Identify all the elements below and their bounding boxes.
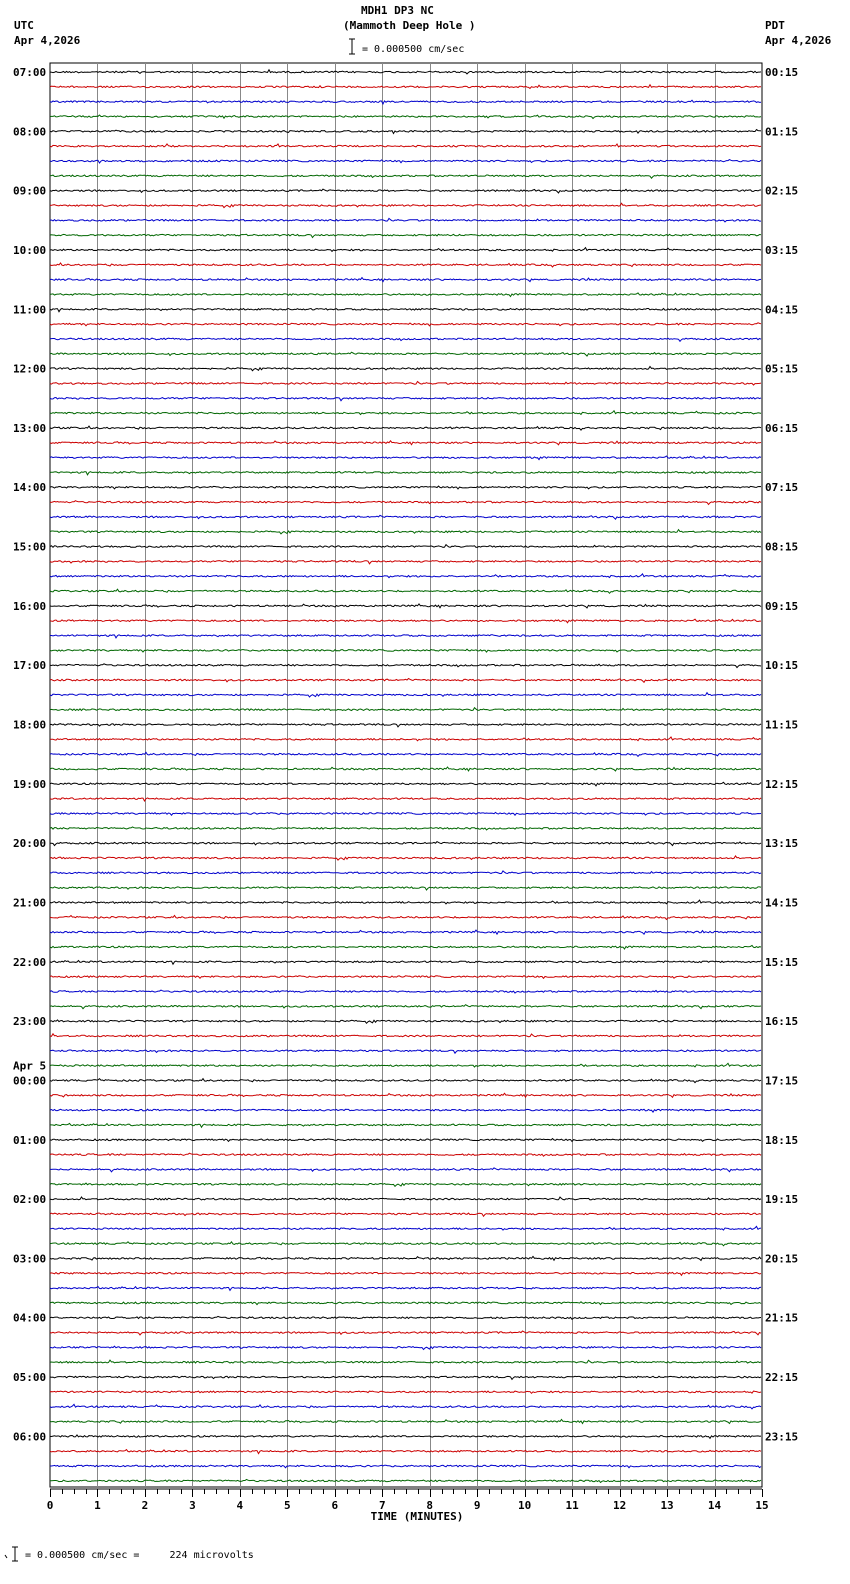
trace-row xyxy=(50,724,761,727)
trace-row xyxy=(50,175,761,178)
trace-row xyxy=(50,1093,761,1097)
trace-row xyxy=(50,945,761,949)
trace-row xyxy=(50,737,761,741)
trace-row xyxy=(50,278,761,282)
pdt-hour-label: 20:15 xyxy=(765,1252,799,1266)
pdt-hour-label: 04:15 xyxy=(765,303,799,317)
pdt-hour-label: 02:15 xyxy=(765,184,799,198)
trace-row xyxy=(50,767,761,771)
trace-row xyxy=(50,1079,761,1083)
utc-hour-label: 07:00 xyxy=(13,66,47,79)
utc-hour-label: 08:00 xyxy=(13,125,47,139)
trace-row xyxy=(50,545,761,548)
utc-hour-label: 14:00 xyxy=(13,481,47,495)
trace-row xyxy=(50,515,761,519)
pdt-hour-label: 06:15 xyxy=(765,421,799,435)
trace-row xyxy=(50,842,761,846)
pdt-hour-label: 13:15 xyxy=(765,837,799,851)
trace-row xyxy=(50,961,761,965)
trace-row xyxy=(50,501,761,505)
trace-row xyxy=(50,1213,761,1216)
trace-row xyxy=(50,1331,761,1335)
trace-row xyxy=(50,1302,761,1305)
x-tick-label: 8 xyxy=(426,1499,434,1512)
utc-hour-label: 09:00 xyxy=(13,184,47,198)
trace-row xyxy=(50,398,761,401)
trace-row xyxy=(50,589,761,593)
pdt-hour-label: 10:15 xyxy=(765,659,799,673)
x-tick-label: 15 xyxy=(755,1499,769,1512)
utc-hour-label: 23:00 xyxy=(13,1015,47,1029)
trace-row xyxy=(50,85,761,89)
utc-hour-label: 04:00 xyxy=(13,1311,47,1325)
x-tick-label: 12 xyxy=(612,1499,627,1512)
trace-row xyxy=(50,1020,761,1023)
x-tick-label: 9 xyxy=(473,1499,481,1512)
trace-row xyxy=(50,1376,761,1379)
utc-hour-label: 12:00 xyxy=(13,362,47,376)
trace-row xyxy=(50,561,761,564)
x-tick-label: 14 xyxy=(707,1499,722,1512)
trace-row xyxy=(50,887,761,890)
trace-row xyxy=(50,1420,761,1424)
x-axis xyxy=(47,1489,769,1523)
seismic-traces xyxy=(50,70,761,1483)
trace-row xyxy=(50,574,761,578)
trace-row xyxy=(50,530,761,534)
x-tick-label: 2 xyxy=(141,1499,149,1512)
trace-row xyxy=(50,635,761,638)
pdt-hour-label: 12:15 xyxy=(765,777,799,791)
trace-row xyxy=(50,1050,761,1053)
trace-row xyxy=(50,263,761,267)
trace-row xyxy=(50,752,761,756)
pdt-hour-label: 19:15 xyxy=(765,1193,799,1207)
trace-row xyxy=(50,1480,761,1483)
pdt-hour-label: 22:15 xyxy=(765,1371,799,1385)
utc-hour-label: 13:00 xyxy=(13,421,47,435)
trace-row xyxy=(50,1360,761,1363)
x-tick-label: 7 xyxy=(378,1499,386,1512)
left-timezone: UTC xyxy=(14,19,34,32)
pdt-hour-label: 01:15 xyxy=(765,125,799,139)
trace-row xyxy=(50,649,761,652)
x-axis-label: TIME (MINUTES) xyxy=(370,1510,464,1523)
scale-bar-icon xyxy=(349,39,355,54)
trace-row xyxy=(50,1391,761,1394)
trace-row xyxy=(50,70,761,74)
utc-hour-label: 17:00 xyxy=(13,659,47,673)
trace-row xyxy=(50,218,761,222)
utc-hour-label: 11:00 xyxy=(13,303,47,317)
trace-row xyxy=(50,309,761,312)
trace-row xyxy=(50,976,761,979)
pdt-hour-label: 09:15 xyxy=(765,599,799,613)
pdt-hour-label: 03:15 xyxy=(765,243,799,257)
trace-row xyxy=(50,1005,761,1009)
utc-hour-label: 06:00 xyxy=(13,1430,47,1444)
utc-hour-label: 20:00 xyxy=(13,837,47,851)
pdt-hour-label: 17:15 xyxy=(765,1074,799,1088)
trace-row xyxy=(50,338,761,341)
right-timezone: PDT xyxy=(765,19,785,32)
trace-row xyxy=(50,1153,761,1156)
x-tick-label: 11 xyxy=(565,1499,579,1512)
trace-row xyxy=(50,664,761,668)
trace-row xyxy=(50,160,761,163)
trace-row xyxy=(50,1272,761,1275)
utc-hour-label: 15:00 xyxy=(13,540,47,554)
pdt-hour-label: 08:15 xyxy=(765,540,799,554)
utc-hour-label: 19:00 xyxy=(13,777,47,791)
trace-row xyxy=(50,1123,761,1127)
trace-row xyxy=(50,1034,761,1037)
pdt-hour-label: 23:15 xyxy=(765,1430,799,1444)
utc-hour-label: 18:00 xyxy=(13,718,47,732)
trace-row xyxy=(50,100,761,104)
trace-row xyxy=(50,798,761,801)
trace-row xyxy=(50,203,761,207)
x-tick-label: 10 xyxy=(518,1499,532,1512)
x-tick-label: 0 xyxy=(46,1499,54,1512)
trace-row xyxy=(50,1404,761,1409)
x-tick-label: 4 xyxy=(236,1499,244,1512)
day-change-label: Apr 5 xyxy=(13,1059,47,1073)
trace-row xyxy=(50,1450,761,1454)
utc-hour-label: 21:00 xyxy=(13,896,47,910)
trace-row xyxy=(50,708,761,711)
utc-hour-label: 10:00 xyxy=(13,243,47,257)
trace-row xyxy=(50,248,761,252)
pdt-hour-label: 16:15 xyxy=(765,1015,799,1029)
footer-scale-bar-icon xyxy=(5,1547,18,1561)
pdt-hour-label: 05:15 xyxy=(765,362,799,376)
trace-row xyxy=(50,367,761,371)
trace-row xyxy=(50,871,761,874)
trace-row xyxy=(50,604,761,608)
utc-hour-label: 16:00 xyxy=(13,599,47,613)
x-tick-label: 13 xyxy=(660,1499,674,1512)
trace-row xyxy=(50,1197,761,1200)
trace-row xyxy=(50,1346,761,1349)
trace-row xyxy=(50,693,761,697)
station-title: MDH1 DP3 NC xyxy=(361,4,434,17)
trace-row xyxy=(50,1435,761,1439)
trace-row xyxy=(50,323,761,326)
pdt-hour-label: 15:15 xyxy=(765,955,799,969)
trace-row xyxy=(50,1063,761,1067)
trace-row xyxy=(50,456,761,460)
trace-row xyxy=(50,900,761,904)
trace-row xyxy=(50,619,761,623)
pdt-hour-label: 00:15 xyxy=(765,66,799,79)
trace-row xyxy=(50,352,761,356)
trace-row xyxy=(50,679,761,683)
trace-row xyxy=(50,1139,761,1142)
pdt-hour-label: 11:15 xyxy=(765,718,799,732)
trace-row xyxy=(50,426,761,430)
trace-row xyxy=(50,115,761,119)
trace-row xyxy=(50,1465,761,1468)
left-date: Apr 4,2026 xyxy=(14,34,81,47)
trace-row xyxy=(50,1109,761,1112)
trace-row xyxy=(50,930,761,934)
pdt-hour-label: 14:15 xyxy=(765,896,799,910)
trace-row xyxy=(50,856,761,860)
trace-row xyxy=(50,144,761,147)
scale-label: = 0.000500 cm/sec xyxy=(362,44,465,55)
trace-row xyxy=(50,189,761,193)
trace-row xyxy=(50,827,761,830)
trace-row xyxy=(50,1316,761,1319)
trace-row xyxy=(50,1226,761,1230)
trace-row xyxy=(50,441,761,445)
utc-hour-label: 22:00 xyxy=(13,955,47,969)
trace-row xyxy=(50,812,761,815)
footer-scale-note: = 0.000500 cm/sec = 224 microvolts xyxy=(25,1550,254,1561)
trace-row xyxy=(50,472,761,475)
trace-row xyxy=(50,1168,761,1172)
trace-row xyxy=(50,486,761,489)
utc-hour-label: 05:00 xyxy=(13,1371,47,1385)
pdt-hour-label: 21:15 xyxy=(765,1311,799,1325)
station-location: (Mammoth Deep Hole ) xyxy=(343,19,476,32)
trace-row xyxy=(50,1256,761,1260)
x-tick-label: 6 xyxy=(331,1499,339,1512)
utc-hour-label: 03:00 xyxy=(13,1252,47,1266)
trace-row xyxy=(50,1242,761,1246)
trace-row xyxy=(50,293,761,297)
utc-hour-label: 01:00 xyxy=(13,1133,47,1147)
trace-row xyxy=(50,1287,761,1291)
trace-row xyxy=(50,1183,761,1186)
utc-hour-label: 00:00 xyxy=(13,1074,47,1088)
right-date: Apr 4,2026 xyxy=(765,34,832,47)
trace-row xyxy=(50,382,761,386)
x-tick-label: 5 xyxy=(284,1499,291,1512)
utc-hour-label: 02:00 xyxy=(13,1193,47,1207)
trace-row xyxy=(50,990,761,993)
pdt-hour-label: 07:15 xyxy=(765,481,799,495)
trace-row xyxy=(50,916,761,920)
trace-row xyxy=(50,411,761,415)
trace-row xyxy=(50,130,761,134)
trace-row xyxy=(50,234,761,237)
trace-row xyxy=(50,782,761,786)
x-tick-label: 3 xyxy=(189,1499,196,1512)
x-tick-label: 1 xyxy=(94,1499,101,1512)
pdt-hour-label: 18:15 xyxy=(765,1133,799,1147)
